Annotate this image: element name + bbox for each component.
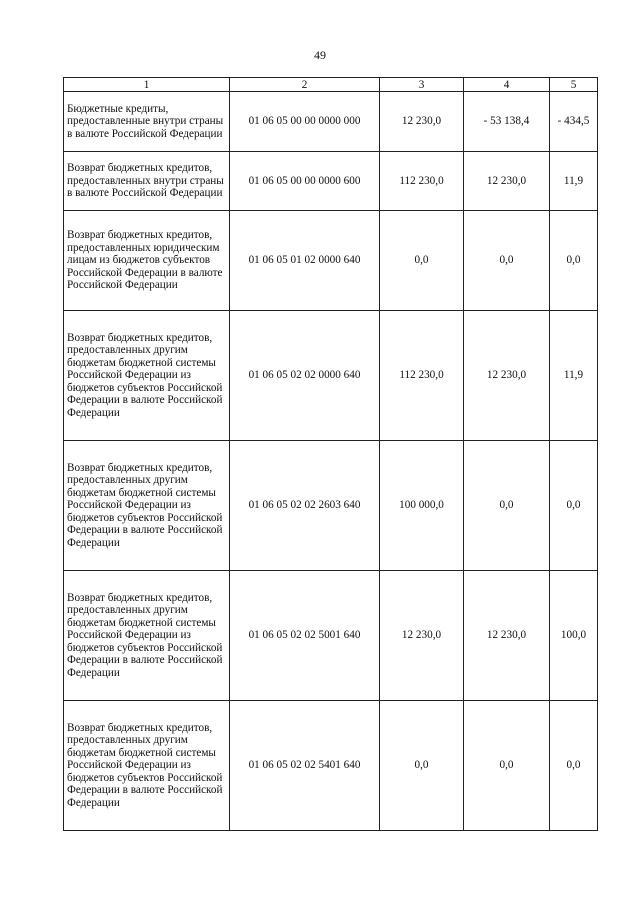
- row-col3: 112 230,0: [380, 311, 464, 441]
- row-col5: 0,0: [550, 211, 598, 311]
- row-col4: 12 230,0: [464, 571, 550, 701]
- row-col4: 0,0: [464, 441, 550, 571]
- row-code: 01 06 05 00 00 0000 600: [230, 152, 380, 211]
- budget-table: [63, 77, 598, 831]
- table-row: [64, 152, 598, 211]
- row-col3: 112 230,0: [380, 152, 464, 211]
- row-name: Возврат бюджетных кредитов, предоставленных юридическим лицам из бюджетов субъектов Российской Федерации в валюте Российской Федерации: [64, 211, 230, 311]
- row-name: Возврат бюджетных кредитов, предоставленных другим бюджетам бюджетной системы Российской Федерации из бюджетов субъектов Российской Федерации в валюте Российской Федерации: [64, 311, 230, 441]
- row-col3: 0,0: [380, 211, 464, 311]
- row-code: 01 06 05 00 00 0000 000: [230, 92, 380, 152]
- row-name: Возврат бюджетных кредитов, предоставленных другим бюджетам бюджетной системы Российской Федерации из бюджетов субъектов Российской Федерации в валюте Российской Федерации: [64, 701, 230, 831]
- table-header-row: [64, 78, 598, 92]
- header-col-3: 3: [380, 78, 464, 92]
- row-name: Возврат бюджетных кредитов, предоставленных другим бюджетам бюджетной системы Российской Федерации из бюджетов субъектов Российской Федерации в валюте Российской Федерации: [64, 571, 230, 701]
- row-col3: 12 230,0: [380, 571, 464, 701]
- header-col-2: 2: [230, 78, 380, 92]
- header-col-1: 1: [64, 78, 230, 92]
- row-col5: 0,0: [550, 441, 598, 571]
- row-col4: 12 230,0: [464, 311, 550, 441]
- row-col5: 11,9: [550, 152, 598, 211]
- row-col5: 11,9: [550, 311, 598, 441]
- row-col4: - 53 138,4: [464, 92, 550, 152]
- row-code: 01 06 05 02 02 2603 640: [230, 441, 380, 571]
- table-row: [64, 571, 598, 701]
- row-col4: 0,0: [464, 211, 550, 311]
- table-row: [64, 441, 598, 571]
- header-col-5: 5: [550, 78, 598, 92]
- row-name: Возврат бюджетных кредитов, предоставленных внутри страны в валюте Российской Федерации: [64, 152, 230, 211]
- table-row: [64, 211, 598, 311]
- row-col3: 0,0: [380, 701, 464, 831]
- table-row: [64, 92, 598, 152]
- row-col5: 0,0: [550, 701, 598, 831]
- row-name: Бюджетные кредиты, предоставленные внутри страны в валюте Российской Федерации: [64, 92, 230, 152]
- table-row: [64, 701, 598, 831]
- row-col4: 0,0: [464, 701, 550, 831]
- row-col3: 12 230,0: [380, 92, 464, 152]
- row-name: Возврат бюджетных кредитов, предоставленных другим бюджетам бюджетной системы Российской Федерации из бюджетов субъектов Российской Федерации в валюте Российской Федерации: [64, 441, 230, 571]
- row-col5: - 434,5: [550, 92, 598, 152]
- row-code: 01 06 05 02 02 5001 640: [230, 571, 380, 701]
- row-col3: 100 000,0: [380, 441, 464, 571]
- header-col-4: 4: [464, 78, 550, 92]
- page-number: 49: [314, 48, 326, 62]
- table-row: [64, 311, 598, 441]
- row-col5: 100,0: [550, 571, 598, 701]
- row-code: 01 06 05 01 02 0000 640: [230, 211, 380, 311]
- row-code: 01 06 05 02 02 5401 640: [230, 701, 380, 831]
- row-code: 01 06 05 02 02 0000 640: [230, 311, 380, 441]
- row-col4: 12 230,0: [464, 152, 550, 211]
